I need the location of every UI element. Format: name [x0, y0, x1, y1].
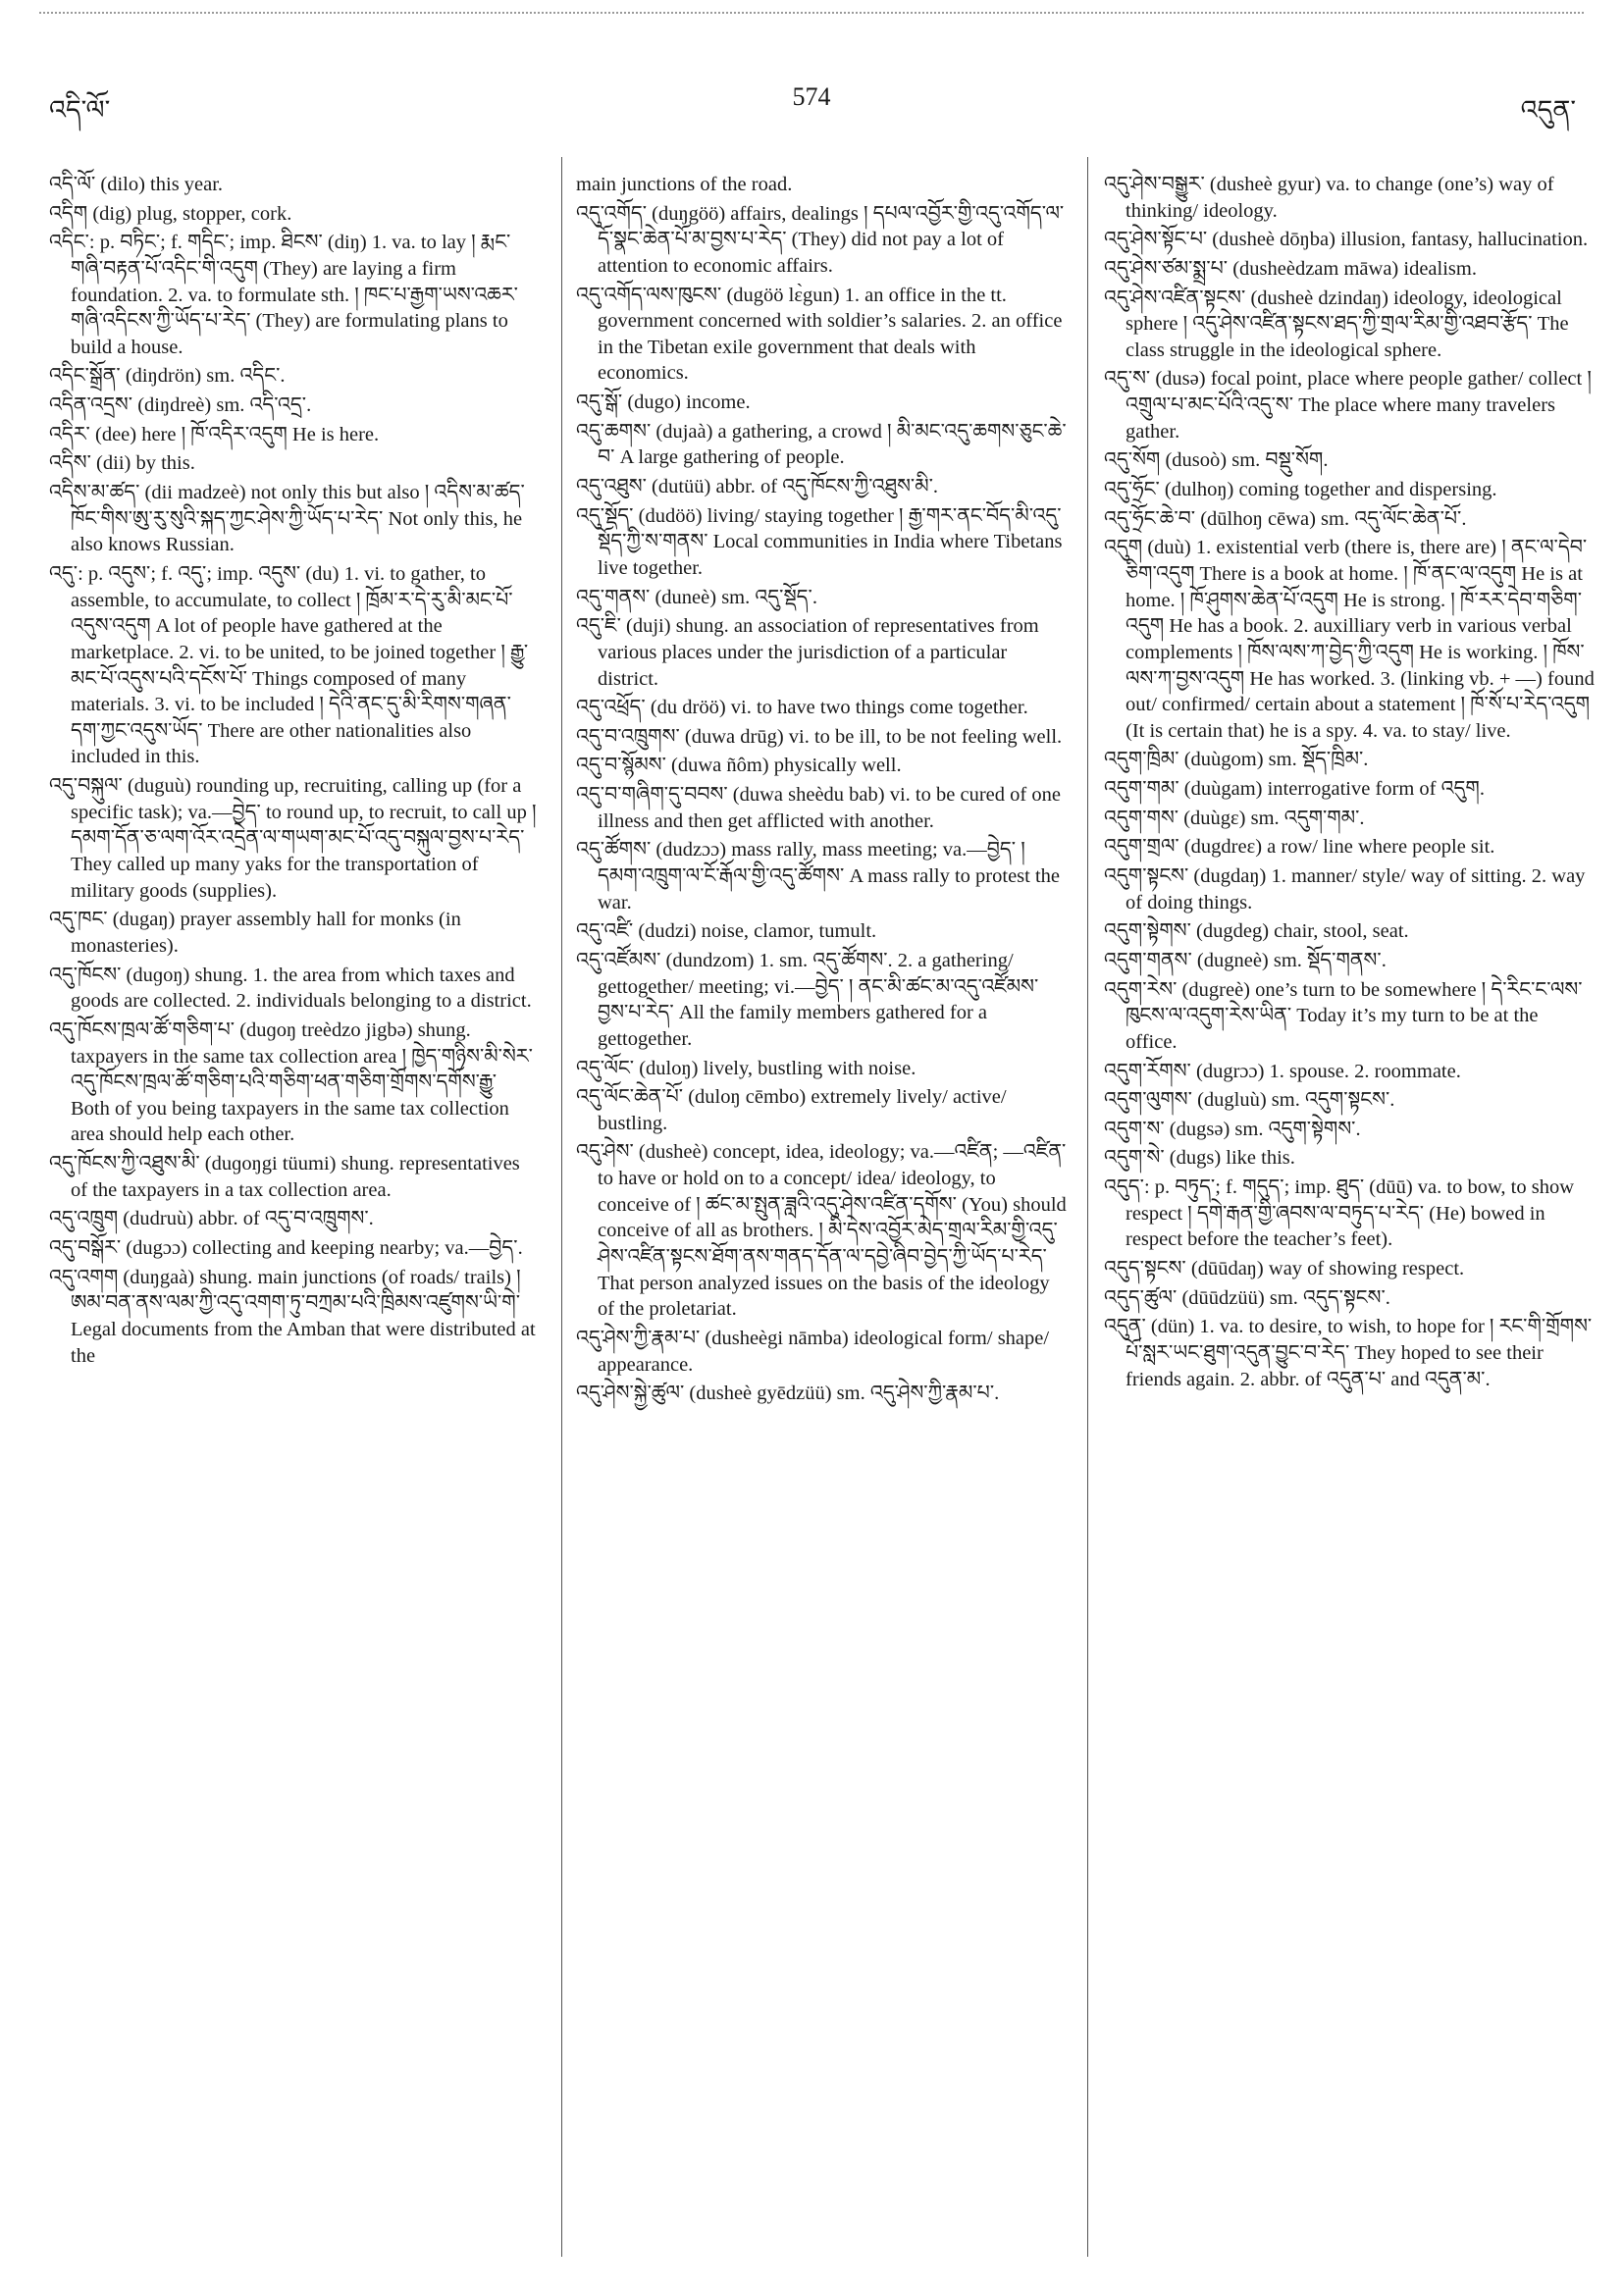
dictionary-entry: འདུད་: p. བཏུད་; f. གདུད་; imp. ཐུད་ (dūū) va. to bow, to show respect ། དགེ་རྒན་གྱི་ཞབས་ལ་བཏུད་པ་རེད་ (He) bowed in respect before the teacher’s feet). [1104, 1176, 1575, 1251]
dictionary-entry: འདུ་འགོད་ལས་ཁུངས་ (dugöö lɛ̀gun) 1. an office in the tt. government concerned with soldier’s salaries. 2. an office in the Tibetan exile government that deals with economics. [576, 284, 1063, 385]
dictionary-entry: འདུ་འགག (duŋgaà) shung. main junctions (of roads/ trails) ། ཨམ་བན་ནས་ལམ་ཀྱི་འདུ་འགག་ཏུ་བཀྲམ་པའི་ཁྲིམས་འཛུགས་ཡི་གེ་ Legal documents from the Amban that were distributed at the [49, 1266, 536, 1367]
dictionary-entry: འདུག་སེ་ (dugs) like this. [1104, 1147, 1295, 1170]
dictionary-entry: འདིར་ (dee) here ། ཁོ་འདིར་འདུག He is here. [49, 423, 380, 445]
dictionary-entry: འདུ་ཤེས་འཛིན་སྟངས་ (dusheè dzindaŋ) ideology, ideological sphere ། འདུ་ཤེས་འཛིན་སྟངས་ཐད་ཀྱི་གྲལ་རིམ་གྱི་འཐབ་རྩོད་ The class struggle in the ideological sphere. [1104, 287, 1569, 361]
dictionary-entry: འདུ་ཁོངས་ཀྱི་འཐུས་མི་ (duɡoŋgi tüumi) shung. representatives of the taxpayers in a tax collection area. [49, 1153, 520, 1201]
dictionary-entry: འདིང་: p. བཏིང་; f. གདིང་; imp. ཐིངས་ (diŋ) 1. va. to lay ། རྨང་གཞི་བརྟན་པོ་འདིང་གི་འདུག (They) are laying a firm foundation. 2. va. to formulate sth. ། ཁང་པ་རྒྱག་ཡས་འཆར་གཞི་འདིངས་ཀྱི་ཡོད་པ་རེད་ (They) are formulating plans to build a house. [49, 232, 518, 358]
dictionary-entry: འདིང་སྒྲོན་ (diŋdrön) sm. འདིང་. [49, 365, 286, 388]
dictionary-entry: འདིན་འདྲས་ (diŋdreè) sm. འདི་འདྲ་. [49, 394, 312, 417]
dictionary-entry: འདུག་རོགས་ (dugrɔɔ) 1. spouse. 2. roommate. [1104, 1060, 1461, 1082]
running-head-right: འདུན་ [1520, 95, 1576, 126]
dictionary-entry: འདུ་བ་གཞིག་དུ་བབས་ (duwa sheèdu bab) vi. to be cured of one illness and then get afflicted with another. [576, 784, 1061, 832]
dictionary-entry: འདིས་ (dii) by this. [49, 452, 195, 475]
dictionary-entry: འདུ་བསྐུལ་ (duguù) rounding up, recruiting, calling up (for a specific task); va.—བྱེད་ to round up, to recruit, to call up ། དམག་དོན་ཅ་ལག་འོར་འདྲེན་ལ་གཡག་མང་པོ་འདུ་བསྐུལ་བྱས་པ་རེད་ They called up many yaks for the transportation of military goods (supplies). [49, 775, 537, 902]
dictionary-entry: འདུ་འཛོམས་ (dundzom) 1. sm. འདུ་ཚོགས་. 2. a gathering/ gettogether/ meeting; vi.—བྱེད་ ། ནང་མི་ཚང་མ་འདུ་འཛོམས་བྱས་པ་རེད་ All the family members gathered for a gettogether. [576, 949, 1039, 1050]
dictionary-entry: འདུ་ལོང་ཆེན་པོ་ (duloŋ cēmbo) extremely lively/ active/ bustling. [576, 1086, 1007, 1134]
column-rule [1087, 157, 1088, 2257]
dictionary-entry: འདུ་ཤེས་ཀྱི་རྣམ་པ་ (dusheègi nāmba) ideological form/ shape/ appearance. [576, 1327, 1050, 1376]
dictionary-entry: འདུག (duù) 1. existential verb (there is, there are) ། ནང་ལ་དེབ་ཅིག་འདུག There is a book at home. ། ཁོ་ནང་ལ་འདུག He is at home. ། ཁོ་ཤུགས་ཆེན་པོ་འདུག He is strong. ། ཁོ་རར་དེབ་གཅིག་འདུག He has a book. 2. auxilliary verb in various verbal complements ། ཁོས་ལས་ཀ་བྱེད་ཀྱི་འདུག He is working. ། ཁོས་ལས་ཀ་བྱས་འདུག He has worked. 3. (linking vb. + —) found out/ confirmed/ certain about a statement ། ཁོ་སོ་པ་རེད་འདུག (It is certain that) he is a spy. 4. va. to stay/ live. [1104, 537, 1595, 742]
dictionary-entry: འདུག་གམ་ (duùgam) interrogative form of འདུག. [1104, 778, 1485, 801]
dictionary-entry: འདུ་བསྒོར་ (dugɔɔ) collecting and keeping nearby; va.—བྱེད་. [49, 1236, 523, 1259]
dictionary-entry: འདུག་རེས་ (dugreè) one’s turn to be somewhere ། དེ་རིང་ང་ལས་ཁུངས་ལ་འདུག་རེས་ཡིན་ Today it’s my turn to be at the office. [1104, 978, 1583, 1053]
dictionary-entry: འདུག་གནས་ (dugneè) sm. སྡོད་གནས་. [1104, 949, 1387, 971]
dictionary-entry: འདུ་འཁྲུག (dudruù) abbr. of འདུ་བ་འཁྲུགས་. [49, 1208, 374, 1230]
dictionary-entry: འདུ་འགོད་ (duŋgöö) affairs, dealings ། དཔལ་འབྱོར་གྱི་འདུ་འགོད་ལ་དོ་སྣང་ཆེན་པོ་མ་བྱས་པ་རེད་ (They) did not pay a lot of attention to economic affairs. [576, 202, 1065, 277]
dictionary-entry: འདུན་ (dün) 1. va. to desire, to wish, to hope for ། རང་གི་གྲོགས་པོ་སླར་ཡང་ཐུག་འདུན་བྱུང་བ་རེད་ They hoped to see their friends again. 2. abbr. of འདུན་པ་ and འདུན་མ་. [1104, 1316, 1593, 1390]
column-rule [561, 157, 562, 2257]
page-number: 574 [792, 82, 831, 111]
dictionary-entry: འདུག་སྟངས་ (dugdaŋ) 1. manner/ style/ way of sitting. 2. way of doing things. [1104, 865, 1586, 913]
dictionary-column-3 [1104, 172, 1595, 1395]
dictionary-entry: འདུ་འཐུས་ (dutüü) abbr. of འདུ་ཁོངས་ཀྱི་འཐུས་མི་. [576, 476, 939, 498]
dictionary-entry: འདུ་ཤེས་ (dusheè) concept, idea, ideology; va.—འཛིན; —འཛིན་ to have or hold on to a concept/ idea/ ideology, to conceive of ། ཚང་མ་སྤུན་ཟླའི་འདུ་ཤེས་འཛིན་དགོས་ (You) should conceive of all as brothers. ། མི་དེས་འབྱོར་མེད་གྲལ་རིམ་གྱི་འདུ་ཤེས་འཛིན་སྟངས་ཐོག་ནས་གནད་དོན་ལ་དབྱེ་ཞིབ་བྱེད་ཀྱི་ཡོད་པ་རེད་ That person analyzed issues on the basis of the ideology of the proletariat. [576, 1141, 1067, 1321]
dictionary-entry: འདུ་ཁོངས་ (duɡoŋ) shung. 1. the area from which taxes and goods are collected. 2. individuals belonging to a district. [49, 964, 532, 1013]
dictionary-entry: འདུ་ཤེས་སྐྱེ་ཚུལ་ (dusheè gyēdzüü) sm. འདུ་ཤེས་ཀྱི་རྣམ་པ་. [576, 1383, 1000, 1405]
dictionary-entry: འདུ་གནས་ (duneè) sm. འདུ་སྡོད་. [576, 586, 817, 608]
dictionary-entry: འདུ་བ་འཁྲུགས་ (duwa drūg) vi. to be ill, to be not feeling well. [576, 725, 1063, 748]
dictionary-entry: འདུ་ཤེས་སྟོང་པ་ (dusheè dōŋba) illusion, fantasy, hallucination. [1104, 229, 1589, 251]
dictionary-entry: འདུ་: p. འདུས་; f. འདུ་; imp. འདུས་ (du) 1. vi. to gather, to assemble, to accumulate, to collect ། ཁྲོམ་ར་དེ་རུ་མི་མང་པོ་འདུས་འདུག A lot of people have gathered at the marketplace. 2. vi. to be united, to be joined together ། རྒྱུ་མང་པོ་འདུས་པའི་དངོས་པོ་ Things composed of many materials. 3. vi. to be included ། དེའི་ནང་དུ་མི་རིགས་གཞན་དག་ཀྱང་འདུས་ཡོད་ There are other nationalities also included in this. [49, 562, 529, 768]
dictionary-entry: འདུ་འཛི་ (dudzi) noise, clamor, tumult. [576, 920, 877, 943]
dictionary-entry: འདུ་ཧྲོང་ཆེ་བ་ (dūlhoŋ cēwa) sm. འདུ་ལོང་ཆེན་པོ་. [1104, 507, 1467, 530]
dictionary-entry: འདུ་ཧྲོང་ (dulhoŋ) coming together and dispersing. [1104, 479, 1497, 501]
dictionary-entry: འདུ་ཤེས་བསྒྱུར་ (dusheè gyur) va. to change (one’s) way of thinking/ ideology. [1104, 174, 1554, 222]
dictionary-entry: འདུ་ཚོགས་ (dudzɔɔ) mass rally, mass meeting; va.—བྱེད་ ། དམག་འཁྲུག་ལ་ངོ་རྒོལ་གྱི་འདུ་ཚོགས་ A mass rally to protest the war. [576, 839, 1061, 913]
dictionary-entry: འདུ་ལོང་ (duloŋ) lively, bustling with noise. [576, 1057, 916, 1079]
dictionary-entry: འདིག (dig) plug, stopper, cork. [49, 202, 292, 225]
dictionary-entry: འདུད་ཚུལ་ (dūūdzüü) sm. འདུད་སྟངས་. [1104, 1286, 1390, 1309]
dictionary-entry: འདུག་ལུགས་ (dugluù) sm. འདུག་སྟངས་. [1104, 1089, 1395, 1112]
dictionary-entry: འདུག་ཁྲིམ་ (duùgom) sm. སྡོད་ཁྲིམ་. [1104, 749, 1369, 771]
dictionary-column-2 [576, 172, 1067, 1410]
dictionary-entry: འདུ་ས་ (dusə) focal point, place where people gather/ collect ། འགྲུལ་པ་མང་པོའི་འདུ་ས་ The place where many travelers gather. [1104, 368, 1592, 443]
dictionary-entry: འདུག་གས་ (duùgɛ) sm. འདུག་གམ་. [1104, 807, 1365, 829]
dictionary-entry: འདུ་བ་སྙོམས་ (duwa ñôm) physically well. [576, 755, 902, 777]
dictionary-entry: འདུ་སྒོ་ (dugo) income. [576, 391, 751, 414]
dictionary-entry: འདུ་སྡོད་ (dudöö) living/ staying together ། རྒྱ་གར་ནང་བོད་མི་འདུ་སྡོད་ཀྱི་ས་གནས་ Local communities in India where Tibetans live together. [576, 504, 1063, 579]
dictionary-entry: འདུག་གྲལ་ (dugdreɛ) a row/ line where people sit. [1104, 836, 1495, 859]
dictionary-entry: འདིས་མ་ཚད་ (dii madzeè) not only this but also ། འདིས་མ་ཚད་ ཁོང་གིས་ཨུ་རུ་སུའི་སྐད་ཀྱང་ཤེས་ཀྱི་ཡོད་པ་རེད་ Not only this, he also knows Russian. [49, 482, 525, 556]
dictionary-entry: འདུག་ས་ (dugsə) sm. འདུག་སྟེགས་. [1104, 1118, 1361, 1140]
dictionary-entry: འདི་ལོ་ (dilo) this year. [49, 174, 224, 195]
dictionary-entry: འདུ་ཁོངས་ཁྲལ་ཚོ་གཅིག་པ་ (duɡoŋ treèdzo jigbə) shung. taxpayers in the same tax collection area ། ཁྱེད་གཉིས་མི་སེར་འདུ་ཁོངས་ཁྲལ་ཚོ་གཅིག་པའི་གཅིག་ཕན་གཅིག་གྲོགས་དགོས་རྒྱུ་ Both of you being taxpayers in the same tax collection area should help each other. [49, 1018, 533, 1146]
dictionary-entry: འདུ་འཕྲོད་ (du dröö) vi. to have two things come together. [576, 697, 1028, 719]
scan-top-edge [39, 12, 1584, 14]
dictionary-entry: འདུད་སྟངས་ (dūūdaŋ) way of showing respect. [1104, 1257, 1465, 1279]
dictionary-entry: འདུ་སོག (dusoò) sm. བསྡུ་སོག. [1104, 449, 1329, 472]
dictionary-column-1 [49, 172, 540, 1372]
dictionary-entry: འདུ་ཆགས་ (dujaà) a gathering, a crowd ། མི་མང་འདུ་ཆགས་ཅུང་ཆེ་བ་ A large gathering of people. [576, 420, 1067, 469]
dictionary-entry: འདུག་སྟེགས་ (dugdeg) chair, stool, seat. [1104, 920, 1409, 943]
running-head-left: འདི་ལོ་ [49, 95, 111, 126]
dictionary-entry: main junctions of the road. [576, 174, 793, 195]
dictionary-entry: འདུ་ཤེས་ཙམ་སྨྲ་པ་ (dusheèdzam māwa) idealism. [1104, 257, 1477, 280]
dictionary-entry: འདུ་ཇི་ (duji) shung. an association of representatives from various places under the jurisdiction of a particular district. [576, 615, 1039, 690]
dictionary-entry: འདུ་ཁང་ (dugaŋ) prayer assembly hall for monks (in monasteries). [49, 909, 461, 957]
